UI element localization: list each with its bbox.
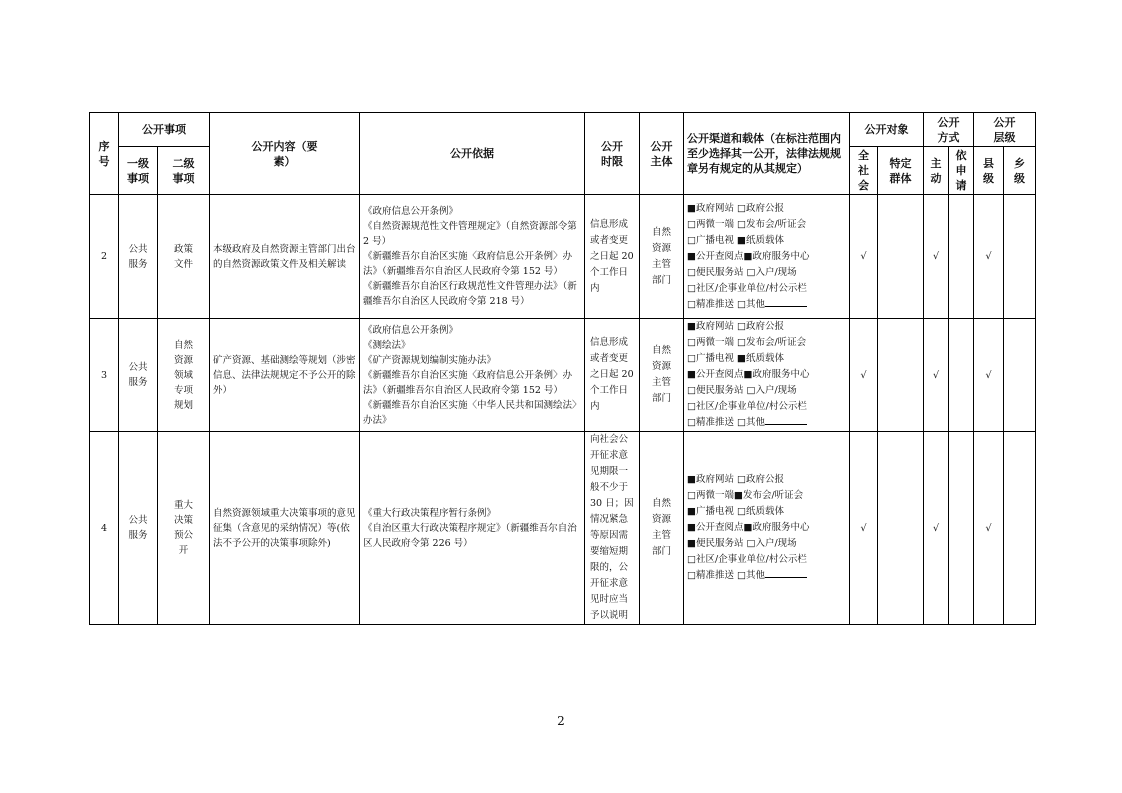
check-group [878, 319, 924, 432]
channel-line: □社区/企事业单位/村公示栏 [687, 554, 807, 565]
basis-item: 《新疆维吾尔自治区实施〈中华人民共和国测绘法〉办法》 [363, 399, 577, 426]
cell-deadline: 向社会公开征求意见期限一般不少于 30 日；因情况紧急等原因需要缩短期限的，公开征求意见时应当予以说明 [585, 432, 640, 625]
cell-seq: 4 [90, 432, 119, 625]
cell-deadline: 信息形成或者变更之日起 20 个工作日内 [585, 319, 640, 432]
cell-level1: 公共服务 [119, 195, 158, 319]
header-mode-apply: 依申请 [949, 147, 974, 195]
header-level2: 二级事项 [158, 147, 210, 195]
channel-line: □广播电视 ■纸质载体 [687, 234, 784, 246]
check-county: √ [974, 319, 1004, 432]
cell-basis [360, 195, 585, 319]
check-town [1004, 195, 1036, 319]
check-county: √ [974, 195, 1004, 319]
header-mode: 公开方式 [924, 113, 974, 147]
check-apply [949, 432, 974, 625]
channel-line: ■公开查阅点■政府服务中心 [687, 369, 810, 380]
disclosure-table [89, 112, 1036, 625]
check-town [1004, 319, 1036, 432]
header-content: 公开内容（要素） [210, 113, 360, 195]
check-all: √ [850, 319, 878, 432]
check-all: √ [850, 432, 878, 625]
basis-item: 《自然资源规范性文件管理规定》（自然资源部令第 2 号） [363, 221, 577, 247]
channel-line: ■政府网站 □政府公报 [687, 474, 784, 485]
table-row [90, 195, 1036, 319]
basis-item: 《重大行政决策程序暂行条例》 [363, 507, 497, 519]
header-level1: 一级事项 [119, 147, 158, 195]
cell-deadline: 信息形成或者变更之日起 20 个工作日内 [585, 195, 640, 319]
channel-line: □社区/企事业单位/村公示栏 [687, 282, 807, 294]
channel-line: □精准推送 □其他 [687, 568, 846, 584]
cell-channels [684, 319, 850, 432]
header-matter: 公开事项 [119, 113, 210, 147]
channel-line: □社区/企事业单位/村公示栏 [687, 401, 807, 412]
check-county: √ [974, 432, 1004, 625]
check-active: √ [924, 195, 949, 319]
header-basis: 公开依据 [360, 113, 585, 195]
channel-line: ■公开查阅点■政府服务中心 [687, 250, 810, 262]
header-target-all: 全社会 [850, 147, 878, 195]
cell-subject: 自然资源主管部门 [640, 432, 684, 625]
check-group [878, 432, 924, 625]
cell-seq: 3 [90, 319, 119, 432]
cell-level1: 公共服务 [119, 319, 158, 432]
cell-subject: 自然资源主管部门 [640, 195, 684, 319]
channel-line: □两微一端 □发布会/听证会 [687, 218, 807, 230]
basis-item: 《自治区重大行政决策程序规定》（新疆维吾尔自治区人民政府令第 226 号） [363, 522, 577, 549]
basis-item: 《政府信息公开条例》 [363, 324, 459, 336]
channel-line: □便民服务站 □入户/现场 [687, 266, 797, 278]
header-mode-active: 主动 [924, 147, 949, 195]
channel-line: ■广播电视 □纸质载体 [687, 506, 784, 517]
channel-line: □两微一端 □发布会/听证会 [687, 337, 807, 348]
cell-level1: 公共服务 [119, 432, 158, 625]
header-subject: 公开主体 [640, 113, 684, 195]
header-target: 公开对象 [850, 113, 924, 147]
check-active: √ [924, 319, 949, 432]
cell-subject: 自然资源主管部门 [640, 319, 684, 432]
table-row [90, 319, 1036, 432]
table-row [90, 432, 1036, 625]
basis-item: 《新疆维吾尔自治区实施〈政府信息公开条例〉办法》（新疆维吾尔自治区人民政府令第 152 号） [363, 369, 573, 396]
channel-line: □广播电视 ■纸质载体 [687, 353, 784, 364]
channel-line: □精准推送 □其他 [687, 297, 846, 313]
cell-content: 本级政府及自然资源主管部门出台的自然资源政策文件及相关解读 [210, 195, 360, 319]
cell-level2: 重大决策预公开 [158, 432, 210, 625]
cell-content: 自然资源领域重大决策事项的意见征集（含意见的采纳情况）等(依法不予公开的决策事项除外) [210, 432, 360, 625]
check-town [1004, 432, 1036, 625]
channel-line: ■政府网站 □政府公报 [687, 321, 784, 332]
check-all: √ [850, 195, 878, 319]
header-seq: 序号 [90, 113, 119, 195]
cell-level2: 自然资源领域专项规划 [158, 319, 210, 432]
header-channels: 公开渠道和载体（在标注范围内至少选择其一公开，法律法规规章另有规定的从其规定） [684, 113, 850, 195]
cell-seq: 2 [90, 195, 119, 319]
channel-line: □精准推送 □其他 [687, 415, 846, 431]
basis-item: 《新疆维吾尔自治区实施〈政府信息公开条例〉办法》（新疆维吾尔自治区人民政府令第 152 号） [363, 251, 573, 277]
header-level-town: 乡级 [1004, 147, 1036, 195]
cell-content: 矿产资源、基础测绘等规划（涉密信息、法律法规规定不予公开的除外） [210, 319, 360, 432]
basis-item: 《矿产资源规划编制实施办法》 [363, 354, 497, 366]
header-deadline: 公开时限 [585, 113, 640, 195]
channel-line: ■政府网站 □政府公报 [687, 202, 784, 214]
cell-basis [360, 432, 585, 625]
header-target-group: 特定群体 [878, 147, 924, 195]
cell-channels [684, 195, 850, 319]
basis-item: 《测绘法》 [363, 339, 411, 351]
page-number: 2 [557, 714, 565, 728]
channel-line: □两微一端■发布会/听证会 [687, 490, 804, 501]
check-active: √ [924, 432, 949, 625]
channel-line: ■便民服务站 □入户/现场 [687, 538, 797, 549]
cell-channels [684, 432, 850, 625]
basis-item: 《政府信息公开条例》 [363, 206, 459, 217]
cell-level2: 政策文件 [158, 195, 210, 319]
check-apply [949, 195, 974, 319]
basis-item: 《新疆维吾尔自治区行政规范性文件管理办法》（新疆维吾尔自治区人民政府令第 218 号） [363, 281, 577, 307]
header-level: 公开层级 [974, 113, 1036, 147]
check-group [878, 195, 924, 319]
check-apply [949, 319, 974, 432]
channel-line: □便民服务站 □入户/现场 [687, 385, 797, 396]
channel-line: ■公开查阅点■政府服务中心 [687, 522, 810, 533]
cell-basis [360, 319, 585, 432]
header-level-county: 县级 [974, 147, 1004, 195]
